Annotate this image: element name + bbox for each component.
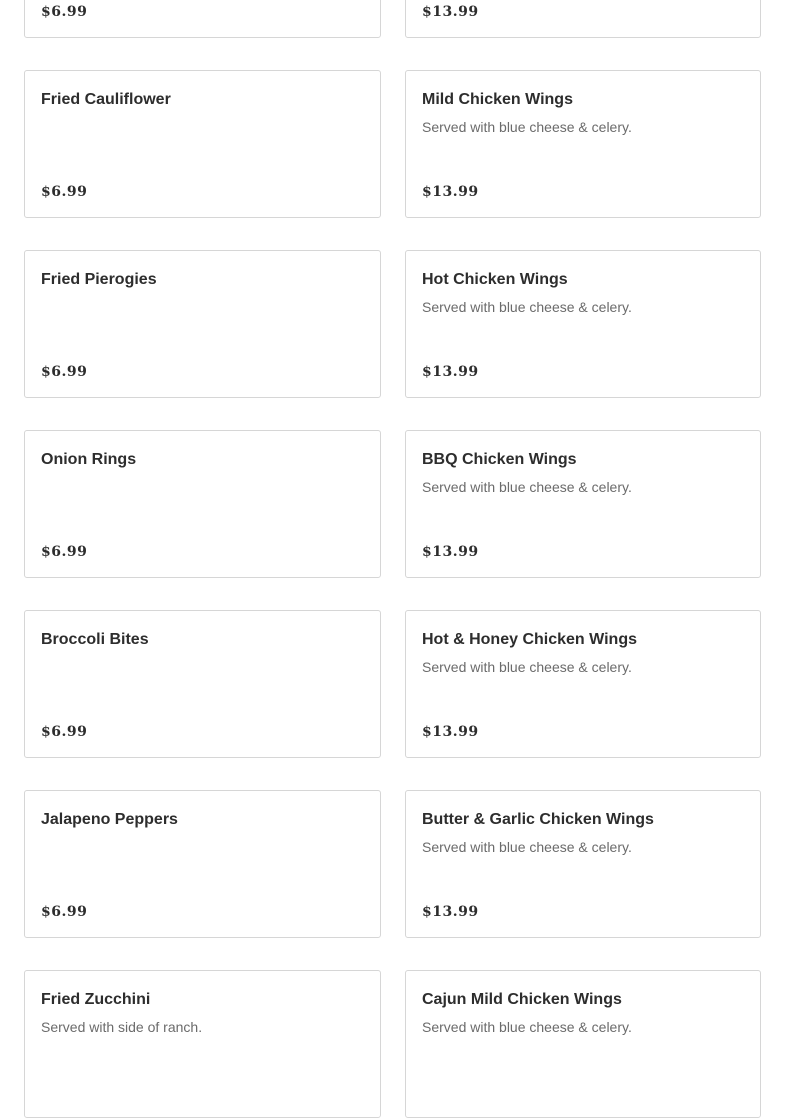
menu-item-name: Hot & Honey Chicken Wings <box>422 631 637 648</box>
menu-item-description: Served with blue cheese & celery. <box>422 659 632 675</box>
menu-item-name: Fried Pierogies <box>41 271 157 288</box>
menu-item-description: Served with side of ranch. <box>41 1019 203 1035</box>
menu-item-price: $6.99 <box>41 184 88 200</box>
menu-item-card[interactable] <box>405 250 761 398</box>
menu-item-price: $13.99 <box>422 4 479 20</box>
menu-item-card[interactable] <box>405 0 761 38</box>
menu-item-card[interactable] <box>24 0 381 38</box>
menu-item-name: BBQ Chicken Wings <box>422 451 577 468</box>
menu-item-card[interactable] <box>24 250 381 398</box>
menu-item-price: $6.99 <box>41 364 88 380</box>
menu-item-description: Served with blue cheese & celery. <box>422 119 632 135</box>
menu-item-card[interactable] <box>405 430 761 578</box>
menu-item-name: Cajun Mild Chicken Wings <box>422 991 622 1008</box>
menu-item-card[interactable] <box>405 70 761 218</box>
menu-item-name: Onion Rings <box>41 451 137 468</box>
menu-item-name: Jalapeno Peppers <box>41 811 178 828</box>
menu-item-price: $13.99 <box>422 724 479 740</box>
menu-item-price: $6.99 <box>41 724 88 740</box>
menu-item-price: $13.99 <box>422 184 479 200</box>
menu-item-card[interactable] <box>405 970 761 1118</box>
menu-item-price: $6.99 <box>41 4 88 20</box>
menu-item-price: $6.99 <box>41 904 88 920</box>
menu-item-description: Served with blue cheese & celery. <box>422 299 632 315</box>
menu-item-grid <box>24 0 761 1118</box>
menu-item-price: $13.99 <box>422 904 479 920</box>
menu-item-name: Broccoli Bites <box>41 631 149 648</box>
menu-item-card[interactable] <box>24 430 381 578</box>
menu-item-price: $13.99 <box>422 364 479 380</box>
menu-item-price: $6.99 <box>41 544 88 560</box>
menu-item-price: $13.99 <box>422 544 479 560</box>
menu-item-name: Butter & Garlic Chicken Wings <box>422 811 654 828</box>
menu-item-card[interactable] <box>24 970 381 1118</box>
menu-item-name: Fried Zucchini <box>41 991 151 1008</box>
menu-item-card[interactable] <box>24 790 381 938</box>
menu-item-name: Fried Cauliflower <box>41 91 171 108</box>
menu-item-card[interactable] <box>24 610 381 758</box>
menu-item-description: Served with blue cheese & celery. <box>422 1019 632 1035</box>
menu-item-name: Hot Chicken Wings <box>422 271 568 288</box>
menu-item-card[interactable] <box>24 70 381 218</box>
menu-item-card[interactable] <box>405 610 761 758</box>
menu-item-description: Served with blue cheese & celery. <box>422 479 632 495</box>
menu-item-description: Served with blue cheese & celery. <box>422 839 632 855</box>
menu-item-name: Mild Chicken Wings <box>422 91 573 108</box>
menu-item-card[interactable] <box>405 790 761 938</box>
